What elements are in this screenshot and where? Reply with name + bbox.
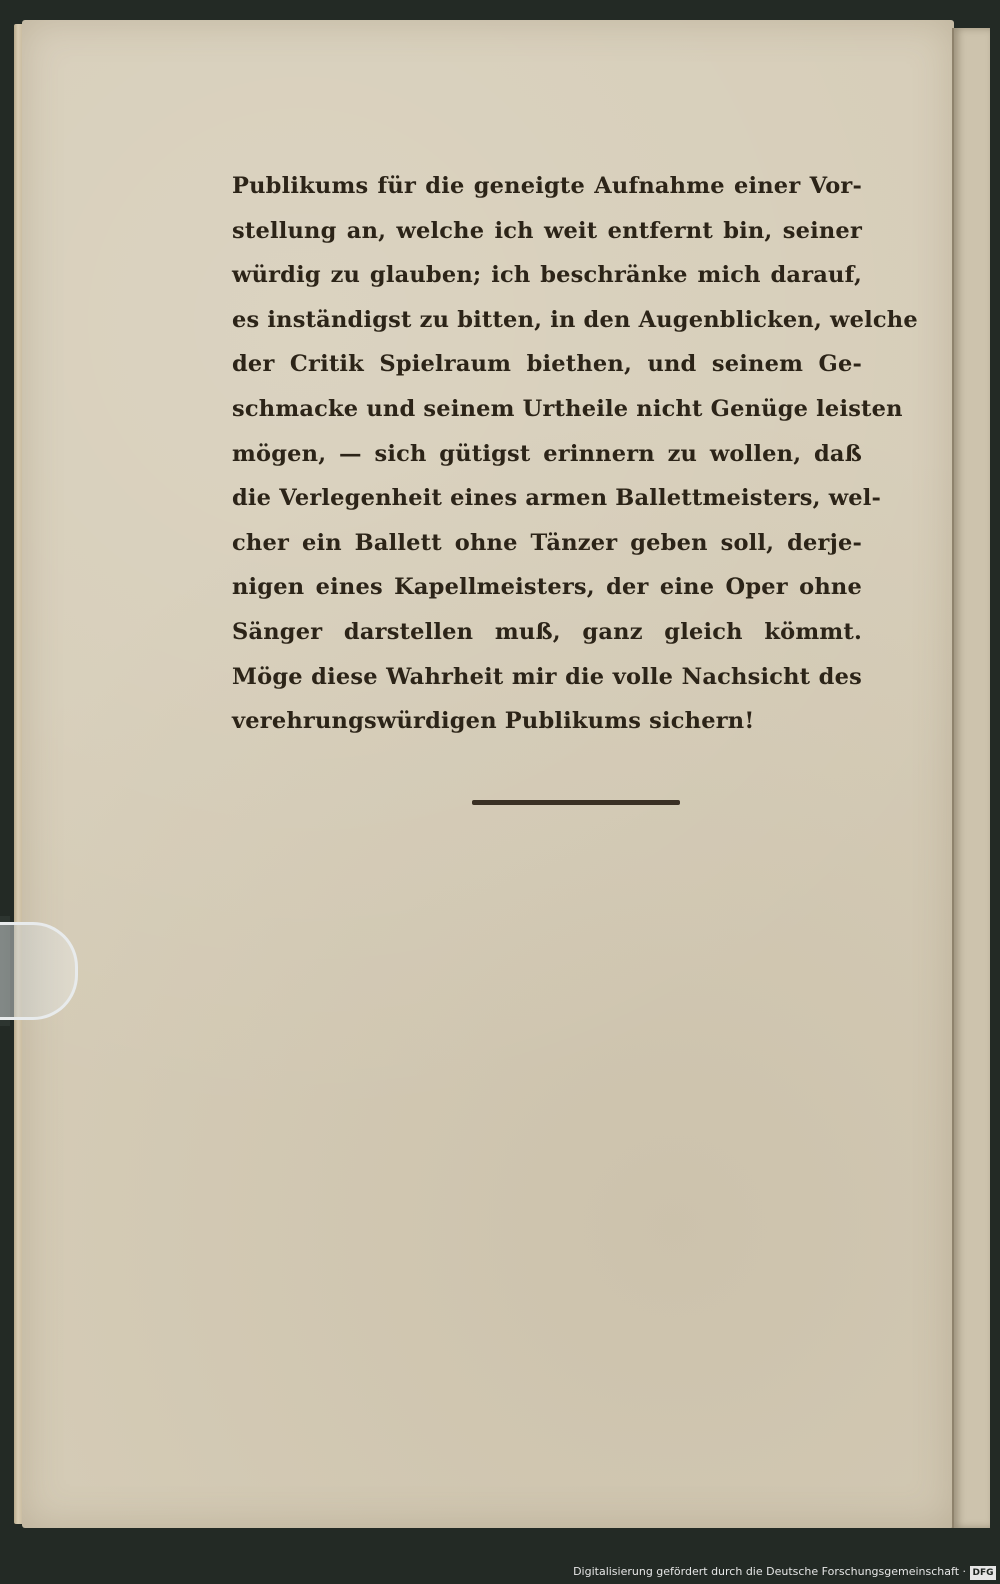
text-line: die Verlegenheit eines armen Ballettmeisters, wel- — [232, 485, 882, 512]
text-line: der Critik Spielraum biethen, und seinem Ge- — [232, 351, 862, 378]
text-line: stellung an, welche ich weit entfernt bin, seiner — [232, 217, 862, 244]
adjacent-page-edge — [952, 28, 990, 1528]
text-line: verehrungswürdigen Publikums sichern! — [232, 708, 755, 735]
text-line: nigen eines Kapellmeisters, der eine Oper ohne — [232, 574, 862, 601]
text-line: würdig zu glauben; ich beschränke mich darauf, — [232, 262, 862, 289]
text-line: schmacke und seinem Urtheile nicht Genüge leisten — [232, 395, 903, 422]
text-line: cher ein Ballett ohne Tänzer geben soll, derje- — [232, 529, 862, 556]
text-line: es inständigst zu bitten, in den Augenblicken, welche — [232, 306, 918, 333]
digitization-credit: Digitalisierung gefördert durch die Deutsche Forschungsgemeinschaft · — [573, 1565, 966, 1578]
text-line: Möge diese Wahrheit mir die volle Nachsicht des — [232, 663, 862, 690]
page-text — [232, 164, 918, 744]
dfg-logo: DFG — [970, 1566, 996, 1580]
text-line: Sänger darstellen muß, ganz gleich kömmt. — [232, 618, 862, 645]
text-line: Publikums für die geneigte Aufnahme einer Vor- — [232, 173, 862, 199]
text-line: mögen, — sich gütigst erinnern zu wollen, daß — [232, 440, 862, 467]
decorative-rule — [472, 800, 680, 805]
